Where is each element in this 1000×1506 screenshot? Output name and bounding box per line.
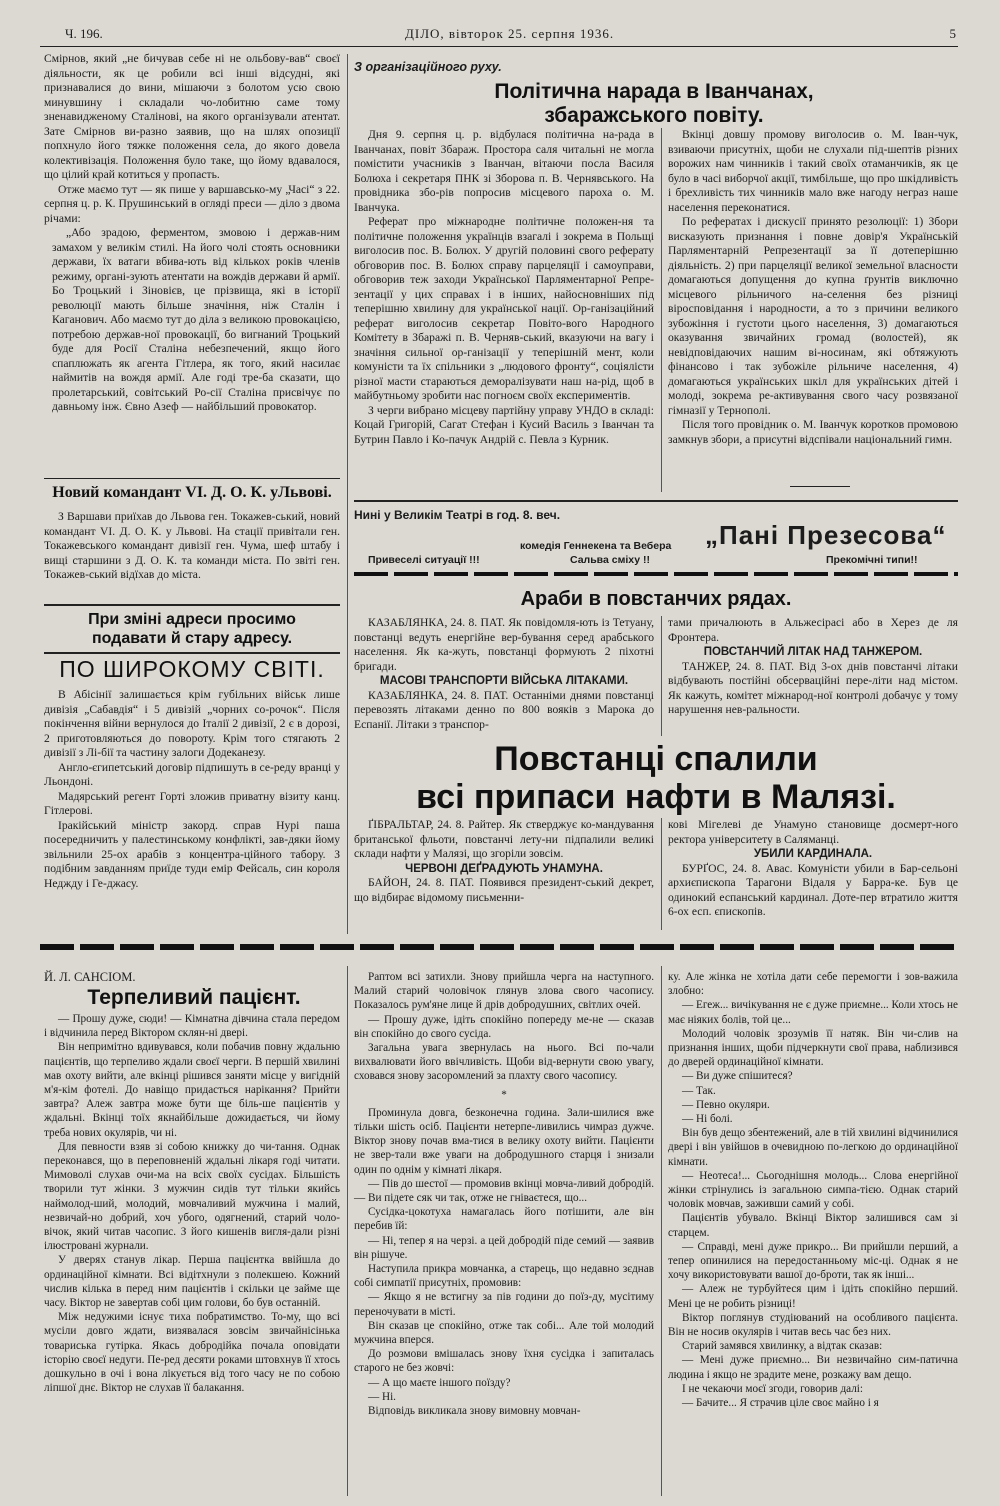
politics-para-2: Реферат про міжнародне політичне положен-ня та політичне положення українців взагалі і зокрема в Польщі виголосив пос. В. Болюх. У другій половині свого реферату обговорив пос. В. Болюх справу парцеляції і самоуправи, обговорив теж заходи Української Парляментарної Репре-зентації у цих справах і в інших, найосновніших під теперішню хвилину для української нації. Ор-ганізаційний реферат виголосив секретар Повіто-вого Народного Комітету в Збаражі п. В. Черняв-ський, вказуючи на вагу і значіння сильної ор-ганізації у теперішній мент, коли комуністи та їх спільники з „людового фронту“, соціялісти різної масти стараються деморалізувати наш на-рід, щоб в майбутньому зробити нас погноєм своїх експериментів. (354, 215, 654, 402)
politics-para-1: Дня 9. серпня ц. р. відбулася політична на-рада в Іванчанах, повіт Збараж. Простора саля читальні не могла помістити учасників з Іванчан, вітаючи посла Василя Болюха і секретаря ПНК зі Зборова п. В. Чернявського. На провідника збо-рів попросив місцевого пароха о. М. Іванчука. (354, 128, 654, 214)
oil-col-left (354, 818, 654, 905)
politics-col-right (668, 128, 958, 447)
story-para: У дверях станув лікар. Перша пацієнтка ввійшла до ординаційної кімнати. Всі відітхнули з полекшею. Кожний числив кілька в перед ним пацієнтів і скільки це займе ще часу. Віктор не завертав собі цим голови, бо був останній. (44, 1254, 340, 1310)
divider (44, 478, 340, 479)
world-item-2: Англо-єгипетський договір підпишуть в се-реду вранці у Льондоні. (44, 760, 340, 788)
world-item-1: В Абісінії залишається крім губільних військ лише дивізія „Сабавдія“ і 5 дивізій „чорних со-рочок“. Після покінчення війни вернулося до Італії 2 дивізії, 2 є в дорозі, 2 приготовляються до повороту. Крім того стягають 2 дивізії з Лі-бії та частину залоги Додеканезу. (44, 688, 340, 759)
commander-article (44, 510, 340, 583)
story-col-3 (668, 970, 958, 1410)
page-header (40, 22, 960, 44)
story-para: — Прошу дуже, сюди! — Кімнатна дівчина стала передом і відчинила перед Віктором склян-ні двері. (44, 1013, 340, 1040)
oil-para-3: кові Мігелеві де Унамуно становище досмерт-ного ректора університету в Саляманці. (668, 818, 958, 846)
world-item-4: Іракійський міністр закорд. справ Нурі паша посередничить у палестинському конфлікті, зав-дяки йому звільнили 25-ох арабів з концентра-ційного табору. З подібним завданням приїде туди емір Фейсаль, син короля Неджду і Ге-джасу. (44, 818, 340, 890)
story-para: — Егеж... вичікування не є дуже приємне... Коли хтось не має ніяких болів, той це... (668, 999, 958, 1026)
theatre-tag-left: Привеселі ситуації !!! (368, 554, 480, 566)
smirnov-para-2: Отже маємо тут — як пише у варшавсько-му „Часі“ з 22. серпня ц. р. К. Прушинський в огляді преси — діло з двома річами: (44, 182, 340, 225)
oil-subhead-2: УБИЛИ КАРДИНАЛА. (753, 848, 873, 860)
story-para: Віктор поглянув студіюваний на особливого пацієнта. Він не носив окулярів і читав весь час без них. (668, 1311, 958, 1339)
politics-para-3: З черги вибрано місцеву партійну управу УНДО в складі: Коцай Григорій, Сагат Стефан і Кусий Василь з Іванчан та Бутрин Павло і Ко-пачук Андрій с. Певла з Курник. (354, 403, 654, 446)
column-rule (661, 818, 662, 930)
arabs-subhead-1: МАСОВІ ТРАНСПОРТИ ВІЙСЬКА ЛІТАКАМИ. (379, 675, 629, 687)
world-title: ПО ШИРОКОМУ СВІТІ. (59, 656, 325, 682)
arabs-title: Араби в повстанчих рядах. (520, 588, 792, 610)
dashed-rule (354, 572, 958, 576)
story-para: І не чекаючи моєї згоди, говорив далі: (682, 1382, 864, 1395)
divider (354, 500, 958, 502)
divider (44, 604, 340, 606)
oil-col-right (668, 818, 958, 920)
story-para: Пацієнтів убувало. Вкінці Віктор залишився сам зі старцем. (668, 1212, 958, 1239)
arabs-col-right (668, 616, 958, 718)
theatre-tag-right: Прекомічні типи!! (826, 554, 918, 566)
story-para: Наступила прикра мовчанка, а старець, що недавно зєднав собі симпатії присутніх, промовив: (354, 1263, 654, 1290)
story-para: — Певно окуляри. (682, 1098, 770, 1111)
story-author: Й. Л. САНСІОМ. (44, 970, 136, 984)
story-para: — Ні, тепер я на черзі. а цей добродій піде семий — заявив він рішуче. (354, 1234, 654, 1261)
column-rule (347, 54, 348, 934)
feuilleton-rule (40, 944, 958, 950)
story-para: — Алеж не турбуйтеся цим і ідіть спокійно перший. Мені це не робить різниці! (668, 1283, 958, 1310)
politics-title-1: Політична нарада в Іванчанах, (494, 80, 814, 103)
story-para: — Бачите... Я страчив ціле своє майно і я (682, 1397, 879, 1410)
arabs-col-left (354, 616, 654, 732)
politics-col-left (354, 128, 654, 447)
smirnov-quote: „Або зрадою, ферментом, змовою і держав-ним замахом у великім стилі. На його чолі стоять основники держави, їх ватаги вбива-ють від кількох років членів режиму, органі-зують атентати на вождів держави й армії. Бо Троцький і Зіновієв, це прізвища, які в історії революції мають більше значіння, ніж Сталін і Каганович. Або маємо тут до діла з великою провокацією, потребою держав-ної провокації, бо вигнаний Троцький буде для Росії Сталіна небезпечений, якщо його спаплюжать як агента Гітлера, як того, який насилає наймитів на вождя армії. Але годі тре-ба сказати, що пролетарський, совітський Ро-сії Сталіна присвічує по давньому інж. Євно Азеф — найбільший провокатор. (52, 226, 340, 413)
story-para: Старий замявся хвилинку, а відтак сказав: (682, 1340, 883, 1353)
oil-para-1: ҐІБРАЛЬТАР, 24. 8. Райтер. Як стверджує ко-мандування британської фльоти, повстанчі лету-ни підпалили великі склади нафти у Малязі, що згоріли зовсім. (354, 818, 654, 860)
notice-line-1: При зміні адреси просимо (88, 611, 296, 628)
politics-rubric: З організаційного руху. (354, 60, 502, 74)
story-para: ку. Але жінка не хотіла дати себе перемогти і зов-важила злобно: (668, 971, 958, 998)
arabs-para-1: КАЗАБЛЯНКА, 24. 8. ПАТ. Як повідомля-ють із Тетуану, повстанці ведуть енергійне вер-бування серед арабського населення. Як ка-жуть, повстанці формують 2 піхотні бригади. (354, 616, 654, 673)
politics-para-4: Вкінці довшу промову виголосив о. М. Іван-чук, взиваючи присутніх, щоби не слухали під-шептів різних ворожих нам чинників і такий своїх отаманчиків, як це було в часі виборчої акції, тимбільше, що про шкідливість і брехливість тих чинників мало вже нагоду неграз наше населення переконатися. (668, 128, 958, 214)
commander-title: Новий командант VI. Д. О. К. уЛьвові. (52, 484, 332, 501)
oil-title-1: Повстанці спалили (494, 740, 818, 778)
oil-headline (354, 740, 958, 816)
arabs-para-3: тами причалюють в Альжесірасі або в Херез де ля Фронтера. (668, 616, 958, 644)
oil-subhead-1: ЧЕРВОНІ ДЕҐРАДУЮТЬ УНАМУНА. (405, 862, 603, 875)
header-rule (40, 46, 958, 47)
oil-para-4: БУРҐОС, 24. 8. Авас. Комуністи убили в Бар-сельоні архиєпископа Тарагони Відаля у Барра-ке. Був це одинокий еспанський кардинал. Доте-пер втратило життя 6-ох есп. єпископів. (668, 861, 958, 918)
page-number-left: Ч. 196. (65, 26, 103, 41)
smirnov-para-1: Смірнов, який „не бичував себе ні не ольбову-вав“ своєї діяльности, як це робили всі інші відсудні, які признавалися до вини, мішаючи з болотом усю свою минувшину і складали чо-лобитню саме тому зненавидженому Сталінові, на якого організували атентат. Зате Смірнов ви-разно заявив, що на шлях опозиції попхнуло його тяжке положення села, до якого довела колективізація. Положення було таке, що йому вдавалося, що цілий край котиться у пропасть. (44, 52, 340, 181)
theatre-comedy: комедія Геннекена та Вебера (520, 540, 672, 552)
theatre-tag-mid: Сальва сміху !! (570, 554, 650, 566)
story-title: Терпеливий пацієнт. (87, 986, 301, 1009)
page-number-right: 5 (949, 26, 956, 41)
story-para: — Прошу дуже, ідіть спокійно попереду ме-не — сказав він спокійно до свого сусіда. (354, 1013, 654, 1040)
story-para: Він сказав це спокійно, отже так собі... Але той молодий мужчина вперся. (354, 1319, 654, 1347)
story-para: Молодий чоловік зрозумів її натяк. Він чи-слив на признання інших, щоби підчеркнути свої права, наблизився до дверей ординаційної кімнати. (668, 1027, 958, 1069)
divider (44, 652, 340, 654)
story-para: До розмови вмішалась знову їхня сусідка і запиталась старого не без жовчі: (354, 1348, 654, 1375)
world-item-3: Мадярський регент Горті зложив приватну візиту канц. Гітлерові. (44, 789, 340, 817)
end-rule (790, 486, 850, 487)
story-para: Проминула довга, безконечна година. Зали-шилися вже тільки шість осіб. Пацієнти нетерпе-ливились чимраз дужче. Віктор знову почав вма-тися в велику охоту вийти. Пацієнти не звер-тали вже уваги на добродушного старця і знизали один по однім у кімнаті лікаря. (354, 1106, 654, 1176)
theatre-play-title: „Пані Презесова“ (705, 520, 947, 550)
arabs-para-4: ТАНЖЕР, 24. 8. ПАТ. Від 3-ох днів повстанчі літаки відбувають постійні обсерваційні пере-літи над містом. Як кажуть, комітет міжнарод-ної контролі добачує у тому нарушення нев-ральности. (668, 659, 958, 716)
story-para: Він був дещо збентежений, але в тій хвилині відчинилися двері і він увійшов в очевидною по-легкою до ординаційної кімнати. (668, 1127, 958, 1168)
story-para: — Мені дуже приємно... Ви незвичайно сим-патична людина і якщо не зрадите мене, розкажу вам дещо. (668, 1354, 958, 1381)
story-para: Загальна увага звернулась на нього. Всі по-чали вихвалювати його ввічливість. Щоби від-вернути свою увагу, сховався знову засоромлений за плахту свого часопису. (354, 1042, 654, 1083)
story-col-2 (354, 970, 654, 1418)
politics-para-5: По рефератах і дискусії принято резолюції: 1) Збори висказують признання і повне довір'я Українській Парляментарній Репрезентації за її дотеперішню діяльність. 2) при парцеляції великої земельної власности домагаються допущення до купна ґрунтів виключно місцевого рільничого на-селення без різниці віросповідання і народности, а то з причини великого зубожіння і густоти цього населення, 3) домагаються оказування звичайних громад (волостей), як невідповідаючих нашим ві-носинам, які обтяжують фінансово і так зубожіле рільниче населення, 4) домагаються українських шкіл для українських дітей і молоді, зокрема ре-активування свого часу розвязаної гімназії у Тернополі. (668, 215, 958, 417)
story-para: — Ні болі. (682, 1113, 733, 1126)
column-rule (661, 616, 662, 736)
story-para: — Ні. (368, 1390, 396, 1403)
world-news (44, 688, 340, 891)
politics-para-6: Після того провідник о. М. Іванчук коротков промовою замкнув збори, а присутні відспівали національний гимн. (668, 418, 958, 446)
column-rule (661, 966, 662, 1496)
notice-line-2: подавати й стару адресу. (91, 630, 293, 647)
theatre-line: Нині у Великім Театрі в год. 8. веч. (354, 508, 561, 522)
story-para: Між недужими існує тиха побратимство. То-му, що всі мусіли довго ждати, визявалася зовсім звичайнісінька товариська гутірка. Якась добродійка почала оповідати історію своєї недуги. Пе-ред десяти роками штовхнув її хтось дошкульно в очі і вона лікується від того часу не по собою ліпшої днє. Віктор не слухав її балакання. (44, 1311, 340, 1395)
story-para: — Якщо я не встигну за пів години до поїз-ду, мусітиму переночувати в місті. (354, 1291, 654, 1318)
story-para: Сусідка-цокотуха намагалась його потішити, але він перебив їй: (354, 1206, 654, 1233)
arabs-subhead-2: ПОВСТАНЧИЙ ЛІТАК НАД ТАНЖЕРОМ. (703, 646, 923, 658)
column-rule (661, 128, 662, 492)
story-para: Раптом всі затихли. Знову прийшла черга на наступного. Малий старий чоловічок глянув злова свого часопису. Показалось рум'яне лице й дрів добродушних, світлих очей. (354, 971, 654, 1012)
story-para: Для певности взяв зі собою книжку до чи-тання. Однак переконався, що в переповненій ждальні лікаря годі читати. Мимоволі слухав очи-ма на всіх своїх сусідах. Більшість творили тут жінки. З мужчин сидів тут тільки якийсь наймолод-ший, молодий, мовчаливий мужчина і малий, незвичай-но добрий, хоч убого, одягнений, старий чоло-вічок, який читав часопис. З його кишенів вигля-дали різні ілюстровані журнали. (44, 1140, 340, 1253)
story-para: — Справді, мені дуже прикро... Ви прийшли перший, а тепер опинилися на передостанньому міс-ці. Однак я не хочу використовувати вашої до-броти, так як інші... (668, 1240, 958, 1282)
oil-para-2: БАЙОН, 24. 8. ПАТ. Появився президент-ський декрет, що відбирає відомому письменни- (354, 876, 654, 904)
smirnov-article (44, 52, 340, 415)
story-para: — Так. (682, 1084, 716, 1097)
address-notice (44, 610, 340, 648)
politics-headline (354, 80, 954, 128)
story-separator: * (501, 1088, 507, 1101)
arabs-para-2: КАЗАБЛЯНКА, 24. 8. ПАТ. Останніми днями повстанці перевозять літаками денно по 800 вояків з Марока до Еспанії. Літаки з транспор- (354, 688, 654, 731)
story-col-1 (44, 1012, 340, 1395)
story-para: — Неотеса!... Сьогоднішня молодь... Слова енергійної жінки стрінулись із загальною симпа-тією. Однак старий чоловік мовчав, заживши самий у собі. (668, 1169, 958, 1211)
story-para: Він непримітно вдивувався, коли побачив повну ждальню пацієнтів, що терпеливо ждали своєї черги. В першій хвилині мав охоту вийти, але вкінці рішився заняти місце у вигідній м'я-кім фотелі. До навіщо придасться нарікання? Прийти завтра? Алеж завтра може бути ще біль-ше пацієнтів у ждальні. Вкінці тоїх якнайбільше дожидається, чи йому треба нових окулярів, чи ні. (44, 1041, 340, 1139)
column-rule (347, 966, 348, 1496)
story-para: Відповідь викликала знову вимовну мовчан- (368, 1405, 581, 1418)
masthead: ДІЛО, вівторок 25. серпня 1936. (405, 26, 615, 41)
oil-title-2: всі припаси нафти в Малязі. (416, 778, 896, 816)
story-para: — А що маєте іншого поїзду? (368, 1376, 511, 1389)
commander-text: З Варшави приїхав до Львова ген. Токажев-ський, новий командант VI. Д. О. К. у Львові. На стації привітали ген. Токажевського командант дивізії ген. Чума, шеф штабу і вищі старшини з Д. О. К. та команди міста. По звіті ген. Токажев-ський відїхав до міста. (44, 510, 340, 581)
story-para: — Ви дуже спішитеся? (682, 1070, 793, 1083)
politics-title-2: збаражського повіту. (544, 104, 764, 127)
story-para: — Пів до шестої — промовив вкінці мовча-ливий добродій. — Ви підете сяк чи так, отже не гніваєтеся, що... (354, 1177, 654, 1205)
